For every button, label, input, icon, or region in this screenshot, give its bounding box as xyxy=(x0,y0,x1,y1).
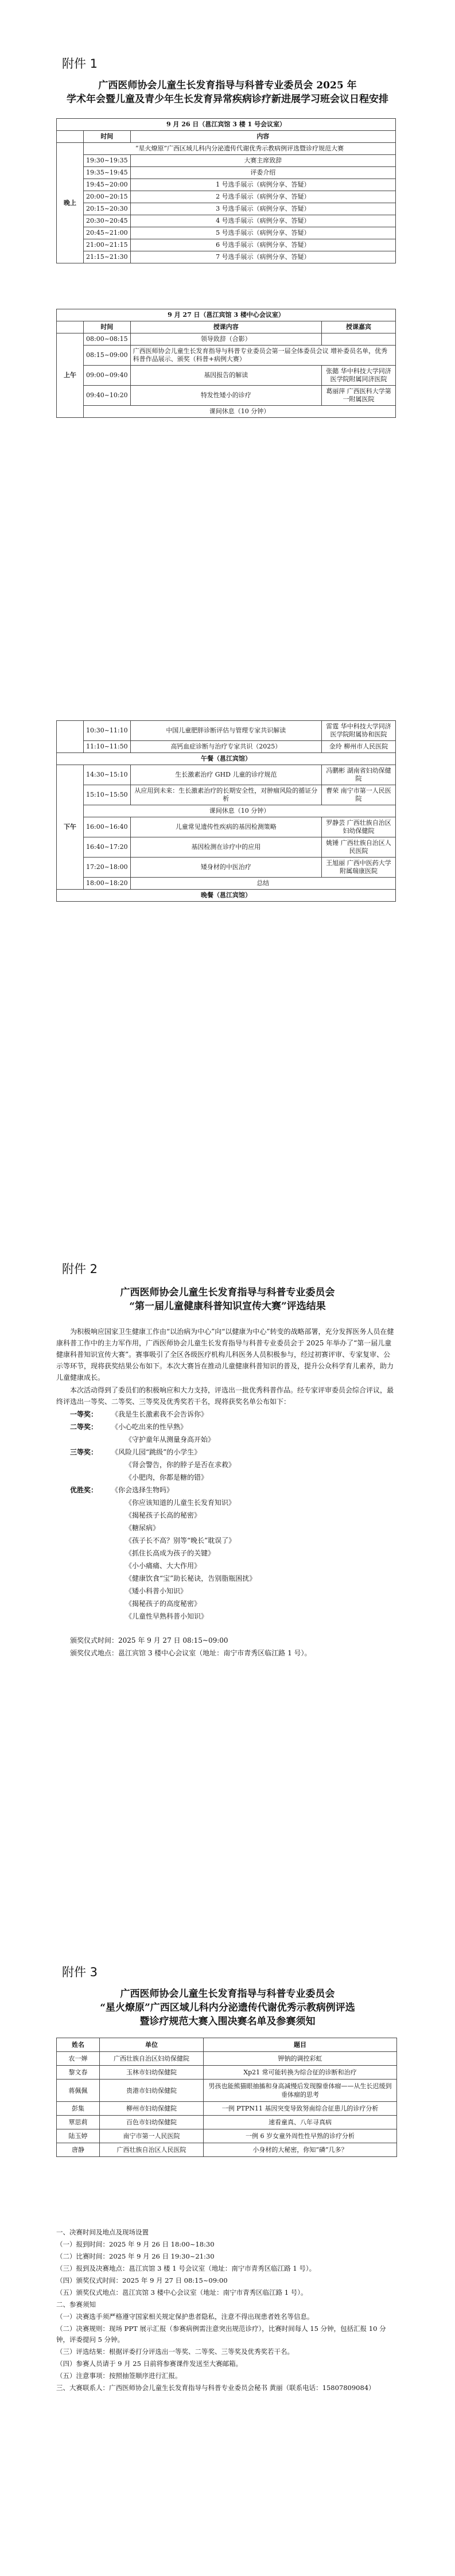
note-line: （五）注意事项：按照抽签顺序进行汇报。 xyxy=(56,2372,182,2380)
ceremony-place: 颁奖仪式地点：邕江宾馆 3 楼中心会议室（地址：南宁市青秀区临江路 1 号）。 xyxy=(70,1649,312,1657)
table-row xyxy=(57,346,396,366)
table-row xyxy=(57,239,396,251)
speaker-cell: 王旭丽 广西中医药大学附属瑞康医院 xyxy=(322,858,396,878)
note-line: 一、决赛时间及地点及现场设置 xyxy=(56,2228,149,2236)
annex1-title-line1: 广西医师协会儿童生长发育指导与科普专业委员会 2025 年 xyxy=(98,80,357,91)
day2-continued-table xyxy=(56,720,396,902)
col-time: 时间 xyxy=(84,321,131,333)
content-cell: 7 号选手展示（病例分享、答疑） xyxy=(130,251,395,263)
annex2-title xyxy=(0,1286,455,1313)
award-item: 《守护童年从测量身高开始》 xyxy=(125,1436,215,1444)
annex2-paragraph2: 本次活动得到了委员们的积极响应和大力支持，评选出一批优秀科普作品。经专家评审委员会综合评议，最终评选出一等奖、二等奖、三等奖及优秀奖若干名，现将获奖名单公布如下： xyxy=(56,1386,394,1406)
content-cell: 1 号选手展示（病例分享、答疑） xyxy=(130,179,395,191)
topic-cell: 基因检测在诊疗中的应用 xyxy=(130,837,321,858)
topic-cell: 矮身材的中医治疗 xyxy=(130,858,321,878)
content-cell: 大赛主席致辞 xyxy=(130,155,395,167)
table-row xyxy=(57,878,396,890)
time-cell: 20:15~20:30 xyxy=(84,203,131,215)
annex3-label: 附件 3 xyxy=(62,1965,98,1979)
annex3-notes xyxy=(56,2227,397,2395)
table-row xyxy=(57,858,396,878)
time-cell: 20:45~21:00 xyxy=(84,227,131,239)
content-cell: 5 号选手展示（病例分享、答疑） xyxy=(130,227,395,239)
award-item: 《儿童性早熟科普小知识》 xyxy=(125,1612,208,1620)
col-topic: 授课内容 xyxy=(130,321,321,333)
note-line: （五）颁奖仪式地点：邕江宾馆 3 楼中心会议室（地址：南宁市青秀区临江路 1 号）。 xyxy=(56,2288,308,2296)
award-item: 《小心吃出来的性早熟》 xyxy=(111,1423,188,1431)
table-row xyxy=(57,817,396,837)
topic-cell: 基因报告的解读 xyxy=(130,366,321,386)
award-item: 《抓住长高成为孩子的关键》 xyxy=(125,1549,215,1557)
afternoon-label: 下午 xyxy=(57,765,84,890)
note-line: （一）决赛选手须严格遵守国家相关规定保护患者隐私，注意不得出现患者姓名等信息。 xyxy=(56,2313,314,2321)
table-row xyxy=(57,721,396,741)
speaker-cell: 曹荣 南宁市第一人民医院 xyxy=(322,785,396,805)
topic-cell: 广西医师协会儿童生长发育指导与科普专业委员会第一届全体委员会议 增补委员名单，优秀科普作品展示、颁奖（科普+病例大赛） xyxy=(130,346,395,366)
annex3-title-line2: “星火燎原”广西区域儿科内分泌遗传代谢优秀示教病例评选 xyxy=(100,2002,355,2014)
time-cell: 08:00~08:15 xyxy=(84,333,131,346)
time-cell: 19:45~20:00 xyxy=(84,179,131,191)
speaker-cell: 冯鹏彬 湖南省妇幼保健院 xyxy=(322,765,396,785)
day2-header: 9 月 27 日（邕江宾馆 3 楼中心会议室） xyxy=(57,309,396,321)
topic-cell: 特发性矮小的诊疗 xyxy=(130,386,321,406)
subject-cell: 男孩也能熊猫眼抽搐和身高减慢后发现腺垂体瘤——从生长迟缓到垂体瘤的思考 xyxy=(204,2080,397,2102)
note-line: （三）评选结果：根据评委打分评选出一等奖、二等奖、三等奖及优秀奖若干名。 xyxy=(56,2348,294,2356)
table-row xyxy=(57,2116,397,2129)
award-item: 《你应该知道的儿童生长发育知识》 xyxy=(125,1499,236,1507)
content-cell: 3 号选手展示（病例分享、答疑） xyxy=(130,203,395,215)
award-item: 《小肥肉，你都是糖的错》 xyxy=(125,1473,208,1481)
col-unit: 单位 xyxy=(100,2038,204,2052)
table-row xyxy=(57,2066,397,2080)
table-row xyxy=(57,191,396,203)
content-cell: 2 号选手展示（病例分享、答疑） xyxy=(130,191,395,203)
time-cell: 18:00~18:20 xyxy=(84,878,131,890)
award-label: 优胜奖： xyxy=(70,1486,98,1494)
time-cell: 19:30~19:35 xyxy=(84,155,131,167)
speaker-cell: 葛丽萍 广西医科大学第一附属医院 xyxy=(322,386,396,406)
col-subject: 题目 xyxy=(204,2038,397,2052)
award-label: 二等奖： xyxy=(70,1423,98,1431)
table-row xyxy=(57,2052,397,2066)
award-item: 《矮小科普小知识》 xyxy=(125,1587,188,1595)
content-cell: 评委介绍 xyxy=(130,167,395,179)
time-cell: 20:30~20:45 xyxy=(84,215,131,227)
table-row xyxy=(57,805,396,817)
time-cell: 08:15~09:00 xyxy=(84,346,131,366)
annex3-title-line1: 广西医师协会儿童生长发育指导与科普专业委员会 xyxy=(120,1988,335,2000)
note-line: 三、大赛联系人：广西医师协会儿童生长发育指导与科普专业委员会秘书 黄丽（联系电话：15807809084） xyxy=(56,2384,375,2392)
annex2-paragraph: 为积极响应国家卫生健康工作由“以治病为中心”向“以健康为中心”转变的战略部署，充分发挥医务人员在健康科普工作中的主力军作用，广西医师协会儿童生长发育指导与科普专业委员会于 2025 年举办了“第一届儿童健康科普知识宣传大赛”。赛事吸引了全区各级医疗机构儿科医务人员积极参与，经过初赛评审、专家复审、公示等环节，现将获奖结果公布如下。本次大赛旨在推动儿童健康科普知识的普及，提升公众科学育儿素养，助力儿童健康成长。 xyxy=(56,1328,394,1382)
break-cell: 课间休息（10 分钟） xyxy=(84,805,396,817)
annex3-title-line3: 暨诊疗规范大赛入围决赛名单及参赛须知 xyxy=(139,2016,316,2027)
note-line: 二、参赛须知 xyxy=(56,2300,96,2309)
name-cell: 唐静 xyxy=(57,2143,100,2157)
table-row xyxy=(57,2102,397,2116)
table-row xyxy=(57,215,396,227)
day1-header: 9 月 26 日（邕江宾馆 3 楼 1 号会议室） xyxy=(57,119,396,131)
speaker-cell: 张懿 华中科技大学同济医学院附属同济医院 xyxy=(322,366,396,386)
annex2-title-line2: “第一届儿童健康科普知识宣传大赛”评选结果 xyxy=(129,1301,326,1312)
table-row xyxy=(57,203,396,215)
award-item: 《揭秘孩子长高的秘密》 xyxy=(125,1511,201,1519)
award-item: 《小小痛痛、大大作用》 xyxy=(125,1562,201,1570)
col-name: 姓名 xyxy=(57,2038,100,2052)
award-label: 一等奖： xyxy=(70,1410,98,1418)
lunch-label: 午餐（邕江宾馆） xyxy=(57,753,396,765)
name-cell: 农一婵 xyxy=(57,2052,100,2066)
time-cell: 09:40~10:20 xyxy=(84,386,131,406)
name-cell: 蒋佩佩 xyxy=(57,2080,100,2102)
time-cell: 10:30~11:10 xyxy=(84,721,131,741)
subject-cell: 一例 PTPN11 基因突变导致努南综合征患儿的诊疗分析 xyxy=(204,2102,397,2116)
table-row xyxy=(57,167,396,179)
time-cell: 14:30~15:10 xyxy=(84,765,131,785)
col-speaker: 授课嘉宾 xyxy=(322,321,396,333)
speaker-cell: 金玲 柳州市人民医院 xyxy=(322,741,396,753)
topic-cell: 从应用到未来：生长激素治疗的长期安全性，对肿瘤风险的循证分析 xyxy=(130,785,321,805)
annex3-title xyxy=(0,1987,455,2028)
note-line: （二）比赛时间：2025 年 9 月 26 日 19:30~21:30 xyxy=(56,2252,215,2260)
unit-cell: 广西壮族自治区妇幼保健院 xyxy=(100,2052,204,2066)
subject-cell: Xp21 常可能转换为综合征的诊断和治疗 xyxy=(204,2066,397,2080)
note-line: （四）颁奖仪式时间：2025 年 9 月 27 日 08:15~09:00 xyxy=(56,2276,228,2284)
topic-cell: 领导致辞（合影） xyxy=(130,333,321,346)
evening-label: 晚上 xyxy=(57,143,84,263)
annex2-label: 附件 2 xyxy=(62,1262,98,1276)
finalist-table xyxy=(56,2038,397,2157)
award-group xyxy=(56,1409,397,1622)
topic-cell: 生长激素治疗 GHD 儿童的诊疗规范 xyxy=(130,765,321,785)
topic-cell: 总结 xyxy=(130,878,395,890)
award-item: 《孩子长不高？别等“晚长”耽误了》 xyxy=(125,1537,236,1545)
day1-schedule-table xyxy=(56,118,396,263)
award-item: 《你会选择生物吗》 xyxy=(111,1486,174,1494)
time-cell: 09:00~09:40 xyxy=(84,366,131,386)
time-cell: 11:10~11:50 xyxy=(84,741,131,753)
morning-label: 上午 xyxy=(57,333,84,418)
table-row xyxy=(57,155,396,167)
name-cell: 黎文春 xyxy=(57,2066,100,2080)
annex3-section xyxy=(0,1963,455,1980)
table-row xyxy=(57,251,396,263)
topic-cell: 儿童常见遗传性疾病的基因检测策略 xyxy=(130,817,321,837)
subject-cell: 速看童真、八年寻真病 xyxy=(204,2116,397,2129)
name-cell: 陆玉婷 xyxy=(57,2129,100,2143)
table-row xyxy=(57,2080,397,2102)
award-item: 《健康饮食“宝”助长秘诀，告别脂瓶困扰》 xyxy=(125,1574,256,1582)
unit-cell: 百色市妇幼保健院 xyxy=(100,2116,204,2129)
dinner-label: 晚餐（邕江宾馆） xyxy=(57,890,396,902)
name-cell: 覃思莉 xyxy=(57,2116,100,2129)
annex1-section xyxy=(0,55,455,72)
speaker-cell xyxy=(322,333,396,346)
table-row xyxy=(57,2129,397,2143)
annex2-title-line1: 广西医师协会儿童生长发育指导与科普专业委员会 xyxy=(120,1287,335,1298)
col-content: 内容 xyxy=(130,131,395,143)
table-row xyxy=(57,179,396,191)
award-item: 《揭秘孩子的高度秘密》 xyxy=(125,1600,201,1608)
time-cell: 15:10~15:50 xyxy=(84,785,131,805)
day2-morning-table xyxy=(56,309,396,418)
unit-cell: 贵港市妇幼保健院 xyxy=(100,2080,204,2102)
award-item: 《风险儿园“跳级”的小学生》 xyxy=(111,1448,201,1456)
topic-cell: 中国儿童肥胖诊断评估与管理专家共识解读 xyxy=(130,721,321,741)
annex1-label: 附件 1 xyxy=(62,57,98,71)
time-cell: 16:40~17:20 xyxy=(84,837,131,858)
content-cell: 6 号选手展示（病例分享、答疑） xyxy=(130,239,395,251)
col-time: 时间 xyxy=(84,131,131,143)
annex1-title xyxy=(0,79,455,106)
time-cell: 16:00~16:40 xyxy=(84,817,131,837)
time-cell: 21:00~21:15 xyxy=(84,239,131,251)
annex1-title-line2: 学术年会暨儿童及青少年生长发育异常疾病诊疗新进展学习班会议日程安排 xyxy=(67,94,388,105)
time-cell: 17:20~18:00 xyxy=(84,858,131,878)
award-label: 三等奖： xyxy=(70,1448,98,1456)
note-line: （一）报到时间：2025 年 9 月 26 日 18:00~18:30 xyxy=(56,2240,215,2248)
table-row xyxy=(57,741,396,753)
table-row xyxy=(57,406,396,418)
annex2-body xyxy=(56,1326,397,1660)
unit-cell: 柳州市妇幼保健院 xyxy=(100,2102,204,2116)
note-line: （二）决赛规则：现场 PPT 展示汇报（参赛病例需注意突出规范诊疗），比赛时间每人 15 分钟，包括汇报 10 分钟，评委提问 5 分钟。 xyxy=(56,2325,386,2344)
ceremony-time: 颁奖仪式时间：2025 年 9 月 27 日 08:15~09:00 xyxy=(70,1636,228,1644)
time-cell: 19:35~19:45 xyxy=(84,167,131,179)
speaker-cell: 雷霆 华中科技大学同济医学院附属协和医院 xyxy=(322,721,396,741)
table-row xyxy=(57,366,396,386)
annex2-section xyxy=(0,1260,455,1277)
award-item: 《肾会警告，你的脖子是否在求救》 xyxy=(125,1461,236,1469)
subject-cell: 小身材的大秘密，你知“磷”几多？ xyxy=(204,2143,397,2157)
name-cell: 彭集 xyxy=(57,2102,100,2116)
table-row xyxy=(57,333,396,346)
time-cell: 20:00~20:15 xyxy=(84,191,131,203)
note-line: （三）报到及决赛地点：邕江宾馆 3 楼 1 号会议室（地址：南宁市青秀区临江路 1 号）。 xyxy=(56,2264,316,2272)
content-cell: 4 号选手展示（病例分享、答疑） xyxy=(130,215,395,227)
table-row xyxy=(57,227,396,239)
unit-cell: 南宁市第一人民医院 xyxy=(100,2129,204,2143)
table-row xyxy=(57,386,396,406)
table-row xyxy=(57,765,396,785)
table-row xyxy=(57,2143,397,2157)
subject-cell: 一例 6 岁女童外周性性早熟的诊疗分析 xyxy=(204,2129,397,2143)
topic-cell: 高钙血症诊断与治疗专家共识（2025） xyxy=(130,741,321,753)
break-cell: 课间休息（10 分钟） xyxy=(84,406,396,418)
day1-subheader: “星火燎原”广西区域儿科内分泌遗传代谢优秀示教病例评选暨诊疗规范大赛 xyxy=(84,143,396,155)
table-row xyxy=(57,785,396,805)
speaker-cell: 姚锤 广西壮族自治区人民医院 xyxy=(322,837,396,858)
award-item: 《我是生长激素我不会告诉你》 xyxy=(111,1410,208,1418)
time-cell: 21:15~21:30 xyxy=(84,251,131,263)
note-line: （四）参赛人员请于 9 月 25 日前将参赛课件发送至大赛邮箱。 xyxy=(56,2360,243,2368)
subject-cell: 钾钠的调控彩虹 xyxy=(204,2052,397,2066)
unit-cell: 玉林市妇幼保健院 xyxy=(100,2066,204,2080)
unit-cell: 广西壮族自治区人民医院 xyxy=(100,2143,204,2157)
speaker-cell: 罗静芸 广西壮族自治区妇幼保健院 xyxy=(322,817,396,837)
award-item: 《糖尿病》 xyxy=(125,1524,160,1532)
table-row xyxy=(57,837,396,858)
